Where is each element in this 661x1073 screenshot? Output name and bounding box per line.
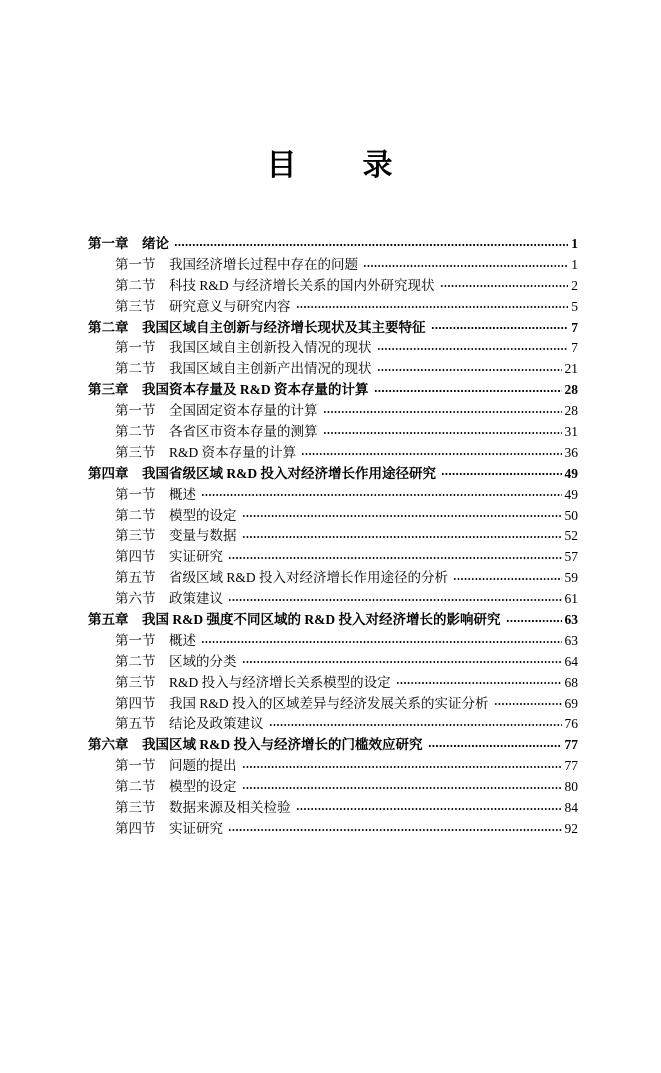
dot-leader <box>242 526 562 547</box>
dot-leader <box>453 568 561 589</box>
dot-leader <box>296 297 569 318</box>
toc-entry <box>88 443 578 464</box>
toc-entry <box>88 526 578 547</box>
toc-entry-page: 36 <box>564 444 578 460</box>
toc-entry <box>88 318 578 339</box>
dot-leader <box>440 276 569 297</box>
dot-leader <box>431 318 569 339</box>
toc-entry-page: 49 <box>564 465 578 481</box>
toc-list <box>88 234 578 840</box>
dot-leader <box>242 756 562 777</box>
toc-entry <box>88 547 578 568</box>
toc-entry-page: 69 <box>564 695 578 711</box>
toc-entry <box>88 798 578 819</box>
toc-entry-label: 第二节 模型的设定 <box>115 779 237 795</box>
toc-entry <box>88 297 578 318</box>
toc-entry-label: 第六节 政策建议 <box>115 591 223 607</box>
toc-entry-label: 第三节 数据来源及相关检验 <box>115 800 291 816</box>
toc-entry <box>88 380 578 401</box>
dot-leader <box>323 401 562 422</box>
toc-entry-page: 63 <box>564 632 578 648</box>
toc-entry-page: 52 <box>564 528 578 544</box>
toc-entry-label: 第二节 我国区域自主创新产出情况的现状 <box>115 361 372 377</box>
dot-leader <box>494 694 562 715</box>
toc-entry-label: 第一节 全国固定资本存量的计算 <box>115 403 318 419</box>
toc-entry-page: 5 <box>571 298 578 314</box>
toc-entry-page: 63 <box>564 612 578 628</box>
toc-entry <box>88 673 578 694</box>
dot-leader <box>269 714 562 735</box>
toc-entry-page: 49 <box>564 486 578 502</box>
toc-entry-label: 第一节 概述 <box>115 632 196 648</box>
dot-leader <box>174 234 568 255</box>
dot-leader <box>228 819 562 840</box>
toc-entry-page: 2 <box>571 277 578 293</box>
toc-entry <box>88 694 578 715</box>
toc-entry-label: 第三节 R&D 投入与经济增长关系模型的设定 <box>115 674 391 690</box>
toc-entry-label: 第一节 我国经济增长过程中存在的问题 <box>115 256 358 272</box>
toc-entry-page: 80 <box>564 779 578 795</box>
toc-entry-label: 第二节 区域的分类 <box>115 653 237 669</box>
toc-entry <box>88 631 578 652</box>
toc-entry-page: 57 <box>564 549 578 565</box>
toc-entry <box>88 714 578 735</box>
toc-entry-label: 第二节 模型的设定 <box>115 507 237 523</box>
toc-entry-page: 76 <box>564 716 578 732</box>
toc-entry <box>88 422 578 443</box>
toc-entry-label: 第五节 结论及政策建议 <box>115 716 264 732</box>
toc-entry-label: 第三节 变量与数据 <box>115 528 237 544</box>
toc-entry <box>88 464 578 485</box>
dot-leader <box>441 464 562 485</box>
toc-entry-label: 第三节 R&D 资本存量的计算 <box>115 444 297 460</box>
dot-leader <box>323 422 562 443</box>
toc-entry <box>88 255 578 276</box>
toc-entry <box>88 338 578 359</box>
toc-entry-page: 28 <box>564 382 578 398</box>
toc-entry <box>88 276 578 297</box>
toc-entry <box>88 485 578 506</box>
dot-leader <box>374 380 562 401</box>
toc-entry-label: 第一节 我国区域自主创新投入情况的现状 <box>115 340 372 356</box>
dot-leader <box>396 673 562 694</box>
dot-leader <box>428 735 562 756</box>
toc-entry-label: 第四节 实证研究 <box>115 549 223 565</box>
toc-entry <box>88 359 578 380</box>
toc-entry-page: 59 <box>564 570 578 586</box>
toc-entry-page: 28 <box>564 403 578 419</box>
toc-entry-page: 77 <box>564 758 578 774</box>
toc-entry-label: 第二节 各省区市资本存量的测算 <box>115 424 318 440</box>
toc-entry-page: 50 <box>564 507 578 523</box>
toc-entry <box>88 234 578 255</box>
toc-entry-page: 7 <box>571 319 578 335</box>
dot-leader <box>296 798 562 819</box>
toc-entry <box>88 652 578 673</box>
page-title: 目 录 <box>266 149 395 182</box>
toc-entry-label: 第一节 概述 <box>115 486 196 502</box>
toc-entry-label: 第四节 实证研究 <box>115 820 223 836</box>
toc-entry-label: 第二节 科技 R&D 与经济增长关系的国内外研究现状 <box>115 277 435 293</box>
dot-leader <box>301 443 561 464</box>
toc-entry <box>88 589 578 610</box>
toc-entry <box>88 610 578 631</box>
toc-entry-label: 第五章 我国 R&D 强度不同区域的 R&D 投入对经济增长的影响研究 <box>88 612 501 628</box>
toc-entry-page: 92 <box>564 820 578 836</box>
dot-leader <box>377 359 562 380</box>
dot-leader <box>377 338 569 359</box>
toc-entry-label: 第四节 我国 R&D 投入的区域差异与经济发展关系的实证分析 <box>115 695 489 711</box>
dot-leader <box>242 652 562 673</box>
toc-entry <box>88 568 578 589</box>
toc-entry <box>88 506 578 527</box>
toc-entry-page: 77 <box>564 737 578 753</box>
toc-entry-page: 84 <box>564 800 578 816</box>
toc-entry-page: 64 <box>564 653 578 669</box>
toc-entry-label: 第六章 我国区域 R&D 投入与经济增长的门槛效应研究 <box>88 737 423 753</box>
dot-leader <box>242 506 562 527</box>
toc-entry-label: 第三节 研究意义与研究内容 <box>115 298 291 314</box>
toc-entry-label: 第二章 我国区域自主创新与经济增长现状及其主要特征 <box>88 319 426 335</box>
toc-entry-label: 第一节 问题的提出 <box>115 758 237 774</box>
toc-entry-page: 1 <box>571 256 578 272</box>
toc-entry-label: 第五节 省级区域 R&D 投入对经济增长作用途径的分析 <box>115 570 449 586</box>
dot-leader <box>228 589 562 610</box>
toc-entry-label: 第一章 绪论 <box>88 236 169 251</box>
toc-entry-label: 第四章 我国省级区域 R&D 投入对经济增长作用途径研究 <box>88 465 436 481</box>
dot-leader <box>228 547 562 568</box>
dot-leader <box>201 485 562 506</box>
toc-entry-page: 31 <box>564 424 578 440</box>
toc-entry-page: 61 <box>564 591 578 607</box>
dot-leader <box>242 777 562 798</box>
toc-entry <box>88 401 578 422</box>
toc-entry-page: 68 <box>564 674 578 690</box>
toc-entry <box>88 735 578 756</box>
toc-entry <box>88 777 578 798</box>
toc-entry-page: 21 <box>564 361 578 377</box>
toc-entry <box>88 819 578 840</box>
toc-entry <box>88 756 578 777</box>
dot-leader <box>363 255 568 276</box>
toc-entry-page: 1 <box>571 236 578 251</box>
toc-entry-page: 7 <box>571 340 578 356</box>
dot-leader <box>201 631 562 652</box>
dot-leader <box>506 610 562 631</box>
toc-entry-label: 第三章 我国资本存量及 R&D 资本存量的计算 <box>88 382 369 398</box>
